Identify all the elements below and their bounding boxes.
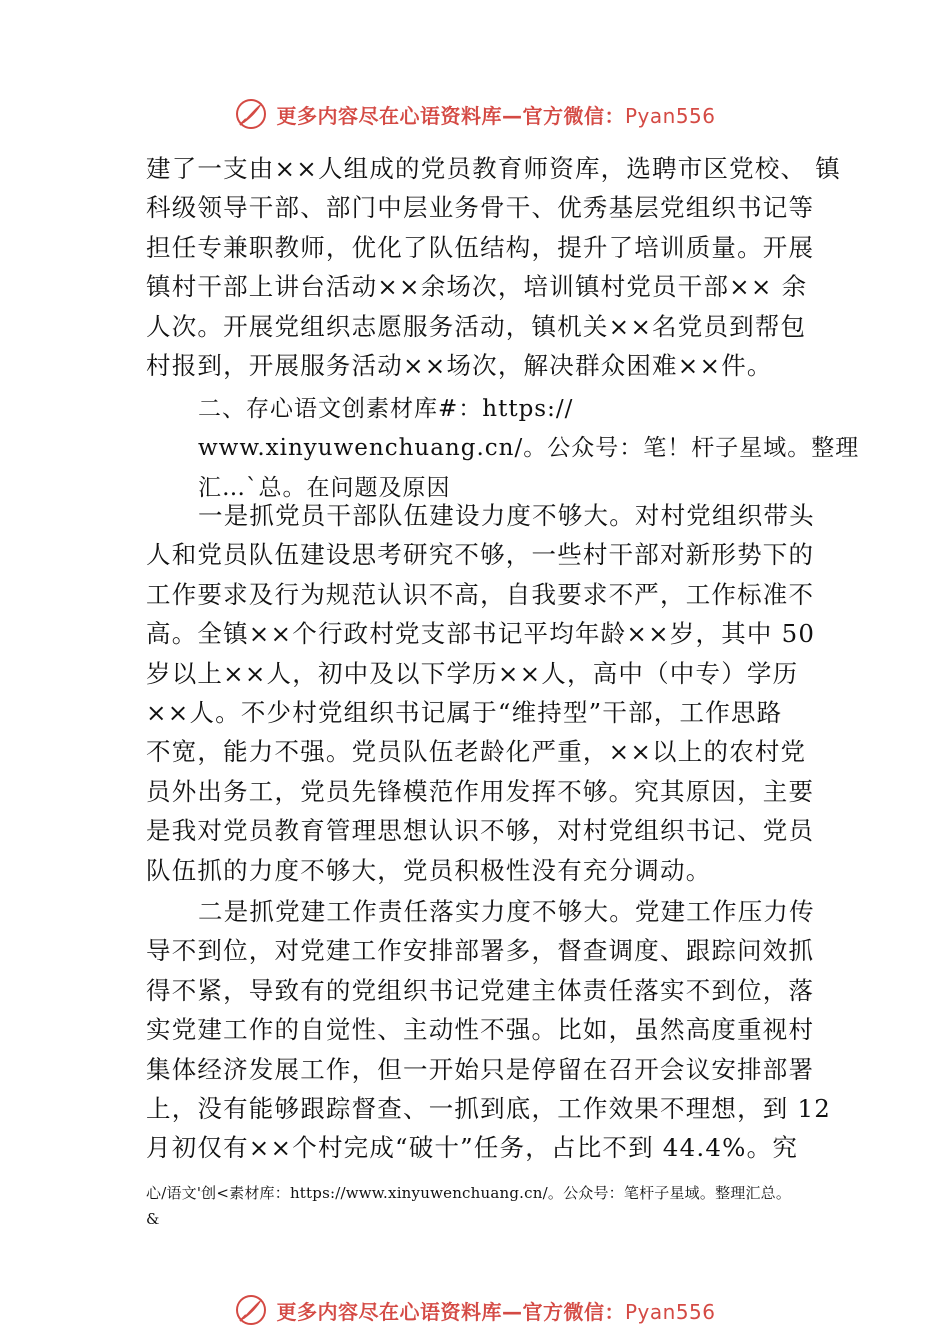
text-line: 建了一支由××人组成的党员教育师资库，选聘市区党校、 镇 <box>146 154 841 183</box>
text-line: 村报到，开展服务活动××场次，解决群众困难××件。 <box>146 350 773 380</box>
paragraph-2 <box>146 496 818 890</box>
footnote-line: & <box>146 1210 160 1228</box>
text-line: 实党建工作的自觉性、主动性不强。比如，虽然高度重视村 <box>146 1015 815 1045</box>
text-line: ××人。不少村党组织书记属于“维持型”干部，工作思路 <box>146 697 783 727</box>
banner-wechat-id: Pyan556 <box>624 1299 716 1324</box>
feather-pen-logo-icon <box>234 97 268 131</box>
banner-label: 官方微信： <box>522 1299 625 1324</box>
text-line: 科级领导干部、部门中层业务骨干、优秀基层党组织书记等 <box>146 193 815 223</box>
text-line: 上，没有能够跟踪督查、一抓到底，工作效果不理想，到 12 <box>146 1093 832 1123</box>
text-line: 不宽，能力不强。党员队伍老龄化严重，××以上的农村党 <box>146 737 807 767</box>
text-line: 导不到位，对党建工作安排部署多，督查调度、跟踪问效抓 <box>146 936 815 966</box>
banner-wechat-id: Pyan556 <box>624 103 716 128</box>
text-line: 一是抓党员干部队伍建设力度不够大。对村党组织带头 <box>198 501 815 530</box>
text-line: 担任专兼职教师，优化了队伍结构，提升了培训质量。开展 <box>146 232 815 262</box>
text-line: 队伍抓的力度不够大，党员积极性没有充分调动。 <box>146 855 712 885</box>
heading-line: 汇…`总。在问题及原因 <box>198 474 451 501</box>
paragraph-3 <box>146 892 832 1168</box>
section-heading <box>146 390 860 508</box>
text-line: 得不紧，导致有的党组织书记党建主体责任落实不到位，落 <box>146 975 815 1005</box>
heading-line: www.xinyuwenchuang.cn/。公众号：笔！杆子星域。整理 <box>198 435 860 462</box>
text-line: 是我对党员教育管理思想认识不够，对村党组织书记、党员 <box>146 816 815 846</box>
text-line: 岁以上××人，初中及以下学历××人，高中（中专）学历 <box>146 658 799 688</box>
text-line: 高。全镇××个行政村党支部书记平均年龄××岁，其中 50 <box>146 619 816 649</box>
footnote <box>146 1180 791 1232</box>
text-line: 员外出务工，党员先锋模范作用发挥不够。究其原因，主要 <box>146 776 815 806</box>
paragraph-1 <box>146 149 841 385</box>
banner-main-text: 更多内容尽在心语资料库 <box>276 103 502 128</box>
banner-separator: — <box>501 1299 523 1324</box>
text-line: 工作要求及行为规范认识不高，自我要求不严，工作标准不 <box>146 579 815 609</box>
header-banner <box>0 94 950 134</box>
banner-text <box>276 100 715 129</box>
text-line: 集体经济发展工作，但一开始只是停留在召开会议安排部署 <box>146 1054 815 1084</box>
banner-main-text: 更多内容尽在心语资料库 <box>276 1299 502 1324</box>
banner-label: 官方微信： <box>522 103 625 128</box>
text-line: 人和党员队伍建设思考研究不够，一些村干部对新形势下的 <box>146 540 815 570</box>
heading-line: 二、存心语文创素材库#：https:// <box>198 396 574 422</box>
footer-banner <box>0 1290 950 1330</box>
banner-separator: — <box>501 103 523 128</box>
text-line: 镇村干部上讲台活动××余场次，培训镇村党员干部×× 余 <box>146 272 808 302</box>
footnote-line: 心/语文'创<素材库：https://www.xinyuwenchuang.cn/。公众号：笔杆子星域。整理汇总。 <box>146 1184 792 1202</box>
banner-text <box>276 1296 715 1325</box>
text-line: 二是抓党建工作责任落实力度不够大。党建工作压力传 <box>198 897 815 926</box>
text-line: 人次。开展党组织志愿服务活动，镇机关××名党员到帮包 <box>146 311 807 341</box>
feather-pen-logo-icon <box>234 1293 268 1327</box>
text-line: 月初仅有××个村完成“破十”任务，占比不到 44.4%。究 <box>146 1133 799 1163</box>
